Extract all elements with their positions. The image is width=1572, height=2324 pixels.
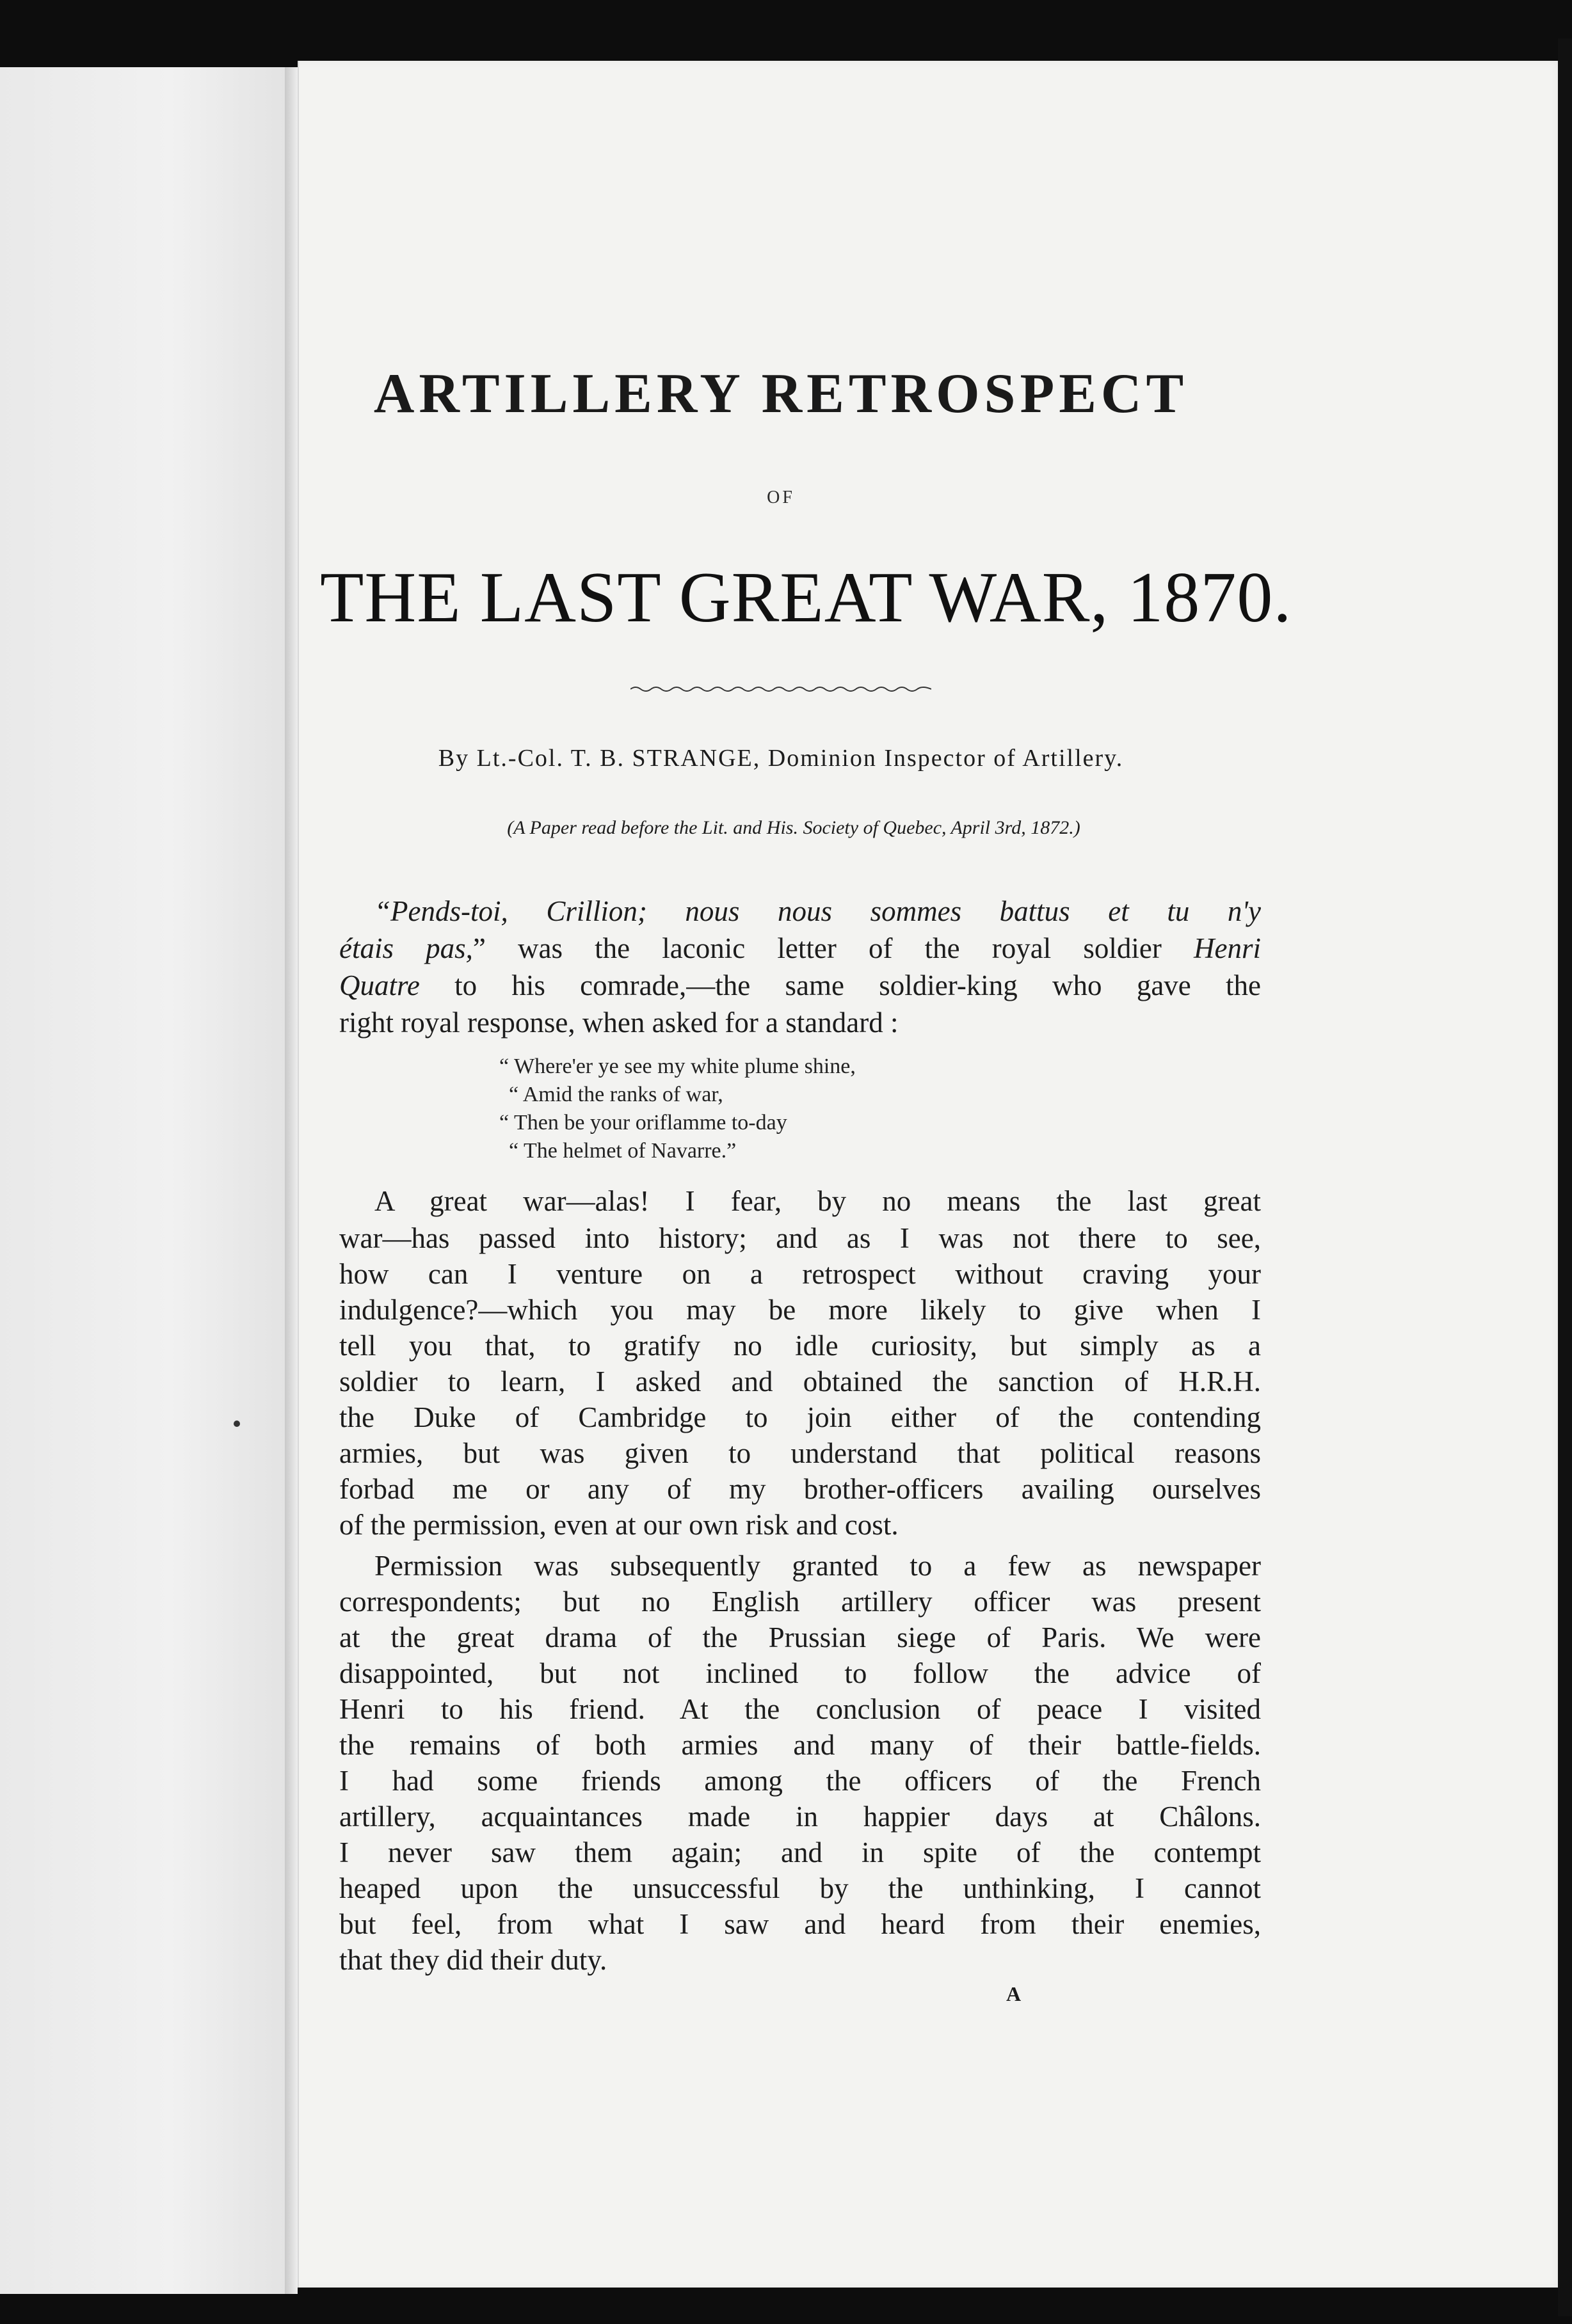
- para1-line4: right royal response, when asked for a standard :: [339, 1007, 899, 1039]
- para1-henri: Henri: [1193, 932, 1261, 964]
- verse-line: “ Where'er ye see my white plume shine,: [499, 1055, 856, 1078]
- byline: By Lt.-Col. T. B. STRANGE, Dominion Inspector of Artillery.: [438, 745, 1124, 772]
- para1-line3: [339, 967, 1261, 1004]
- para3-line: I had some friends among the officers of the French: [339, 1765, 1261, 1797]
- para1-line1: [374, 893, 1261, 930]
- para2-line: A great war—alas! I fear, by no means the last great: [374, 1185, 1261, 1217]
- left-page: [0, 67, 285, 2294]
- ornament-rule: [630, 681, 931, 697]
- para1-line2-text: ” was the laconic letter of the royal soldier: [472, 932, 1162, 964]
- verse-line: “ Then be your oriflamme to-day: [499, 1111, 787, 1134]
- para3-line: the remains of both armies and many of their battle-fields.: [339, 1729, 1261, 1761]
- para2-line: armies, but was given to understand that political reasons: [339, 1437, 1261, 1469]
- signature-mark: A: [1006, 1982, 1022, 2005]
- para1-line2: [339, 930, 1261, 967]
- book-gutter: [285, 67, 298, 2294]
- para2-line: how can I venture on a retrospect without craving your: [339, 1258, 1261, 1290]
- verse-line: “ The helmet of Navarre.”: [509, 1139, 737, 1163]
- para2-line: indulgence?—which you may be more likely to give when I: [339, 1294, 1261, 1326]
- para1-quote: “Pends-toi, Crillion; nous nous sommes battus et tu n'y: [374, 895, 1261, 927]
- para3-line: disappointed, but not inclined to follow the advice of: [339, 1657, 1261, 1689]
- para1-line3-text: to his comrade,—the same soldier-king who gave the: [419, 969, 1261, 1001]
- title-of: OF: [767, 488, 795, 507]
- title-line-1: ARTILLERY RETROSPECT: [373, 363, 1189, 425]
- para3-line: at the great drama of the Prussian siege of Paris. We were: [339, 1621, 1261, 1653]
- para3-line: that they did their duty.: [339, 1944, 607, 1976]
- para3-line: correspondents; but no English artillery officer was present: [339, 1586, 1261, 1618]
- para3-line: heaped upon the unsuccessful by the unthinking, I cannot: [339, 1872, 1261, 1904]
- para3-line: artillery, acquaintances made in happier days at Châlons.: [339, 1801, 1261, 1833]
- title-line-2: THE LAST GREAT WAR, 1870.: [320, 558, 1292, 637]
- para3-line: Permission was subsequently granted to a few as newspaper: [374, 1550, 1261, 1582]
- para3-line: but feel, from what I saw and heard from their enemies,: [339, 1908, 1261, 1940]
- para2-line: of the permission, even at our own risk and cost.: [339, 1509, 899, 1541]
- para1-quatre: Quatre: [339, 969, 420, 1001]
- verse-line: “ Amid the ranks of war,: [509, 1083, 723, 1106]
- para3-line: I never saw them again; and in spite of the contempt: [339, 1836, 1261, 1868]
- margin-mark: [234, 1421, 240, 1427]
- para2-line: soldier to learn, I asked and obtained the sanction of H.R.H.: [339, 1365, 1261, 1397]
- para3-line: Henri to his friend. At the conclusion of peace I visited: [339, 1693, 1261, 1725]
- para2-line: tell you that, to gratify no idle curiosity, but simply as a: [339, 1330, 1261, 1362]
- paper-note: (A Paper read before the Lit. and His. Society of Quebec, April 3rd, 1872.): [507, 817, 1080, 838]
- para2-line: forbad me or any of my brother-officers availing ourselves: [339, 1473, 1261, 1505]
- page-edge: [1558, 38, 1572, 2316]
- para2-line: the Duke of Cambridge to join either of the contending: [339, 1401, 1261, 1433]
- para2-line: war—has passed into history; and as I was not there to see,: [339, 1222, 1261, 1254]
- para1-etais: étais pas,: [339, 932, 473, 964]
